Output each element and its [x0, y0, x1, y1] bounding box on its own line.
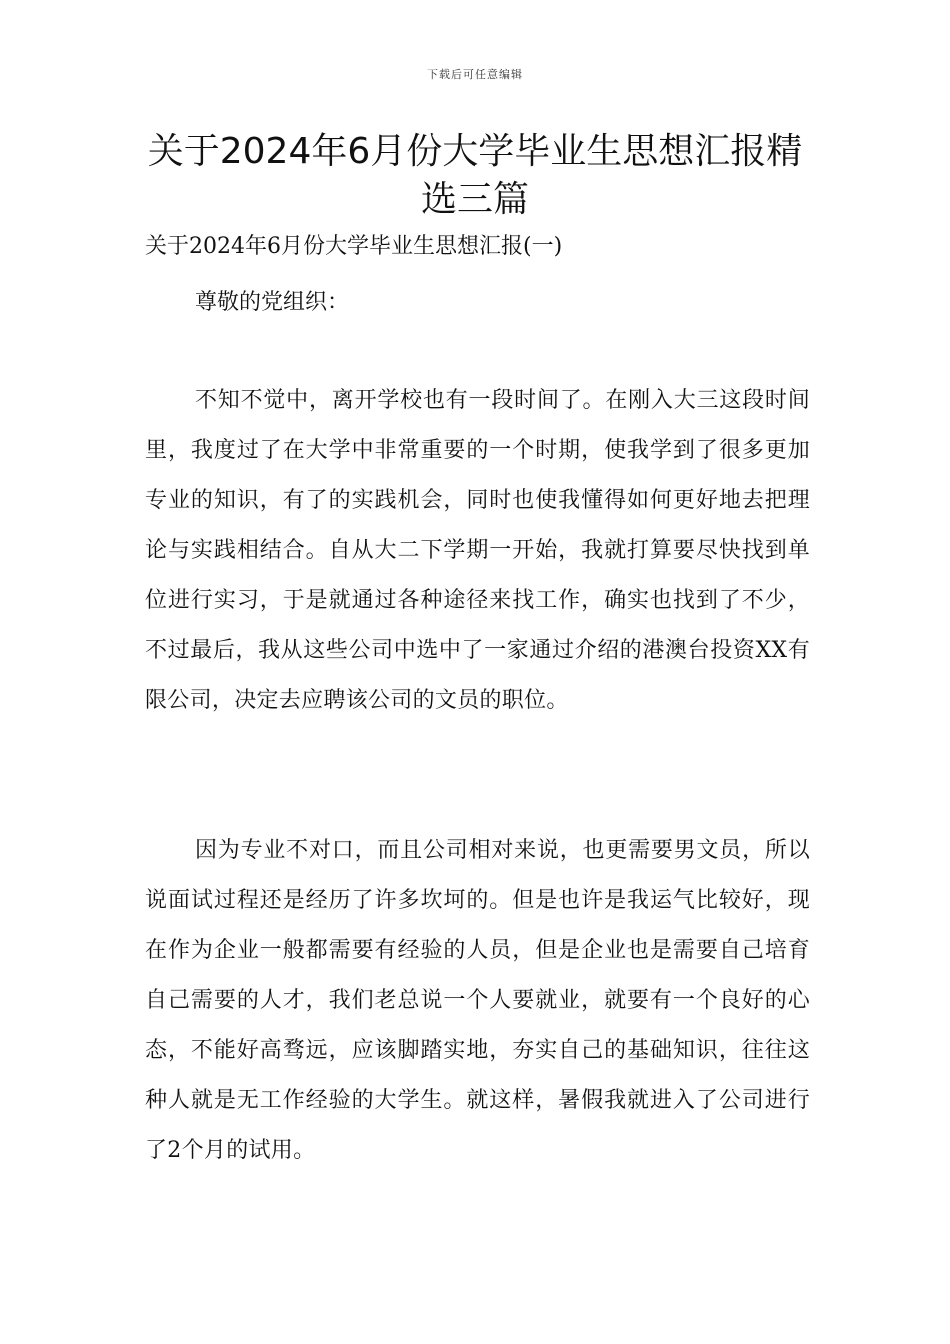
section-subtitle: 关于2024年6月份大学毕业生思想汇报(一)	[145, 234, 563, 259]
header-note: 下载后可任意编辑	[427, 68, 523, 81]
body-paragraph: 不知不觉中，离开学校也有一段时间了。在刚入大三这段时间里，我度过了在大学中非常重要的一个时期，使我学到了很多更加专业的知识，有了的实践机会，同时也使我懂得如何更好地去把理论与实践相结合。自从大二下学期一开始，我就打算要尽快找到单位进行实习，于是就通过各种途径来找工作，确实也找到了不少，不过最后，我从这些公司中选中了一家通过介绍的港澳台投资XX有限公司，决定去应聘该公司的文员的职位。	[145, 388, 810, 713]
body-paragraph: 因为专业不对口，而且公司相对来说，也更需要男文员，所以说面试过程还是经历了许多坎坷的。但是也许是我运气比较好，现在作为企业一般都需要有经验的人员，但是企业也是需要自己培育自己需要的人才，我们老总说一个人要就业，就要有一个良好的心态，不能好高骛远，应该脚踏实地，夯实自己的基础知识，往往这种人就是无工作经验的大学生。就这样，暑假我就进入了公司进行了2个月的试用。	[145, 838, 810, 1163]
salutation: 尊敬的党组织：	[195, 290, 350, 315]
document-title: 关于2024年6月份大学毕业生思想汇报精选三篇	[147, 131, 803, 220]
